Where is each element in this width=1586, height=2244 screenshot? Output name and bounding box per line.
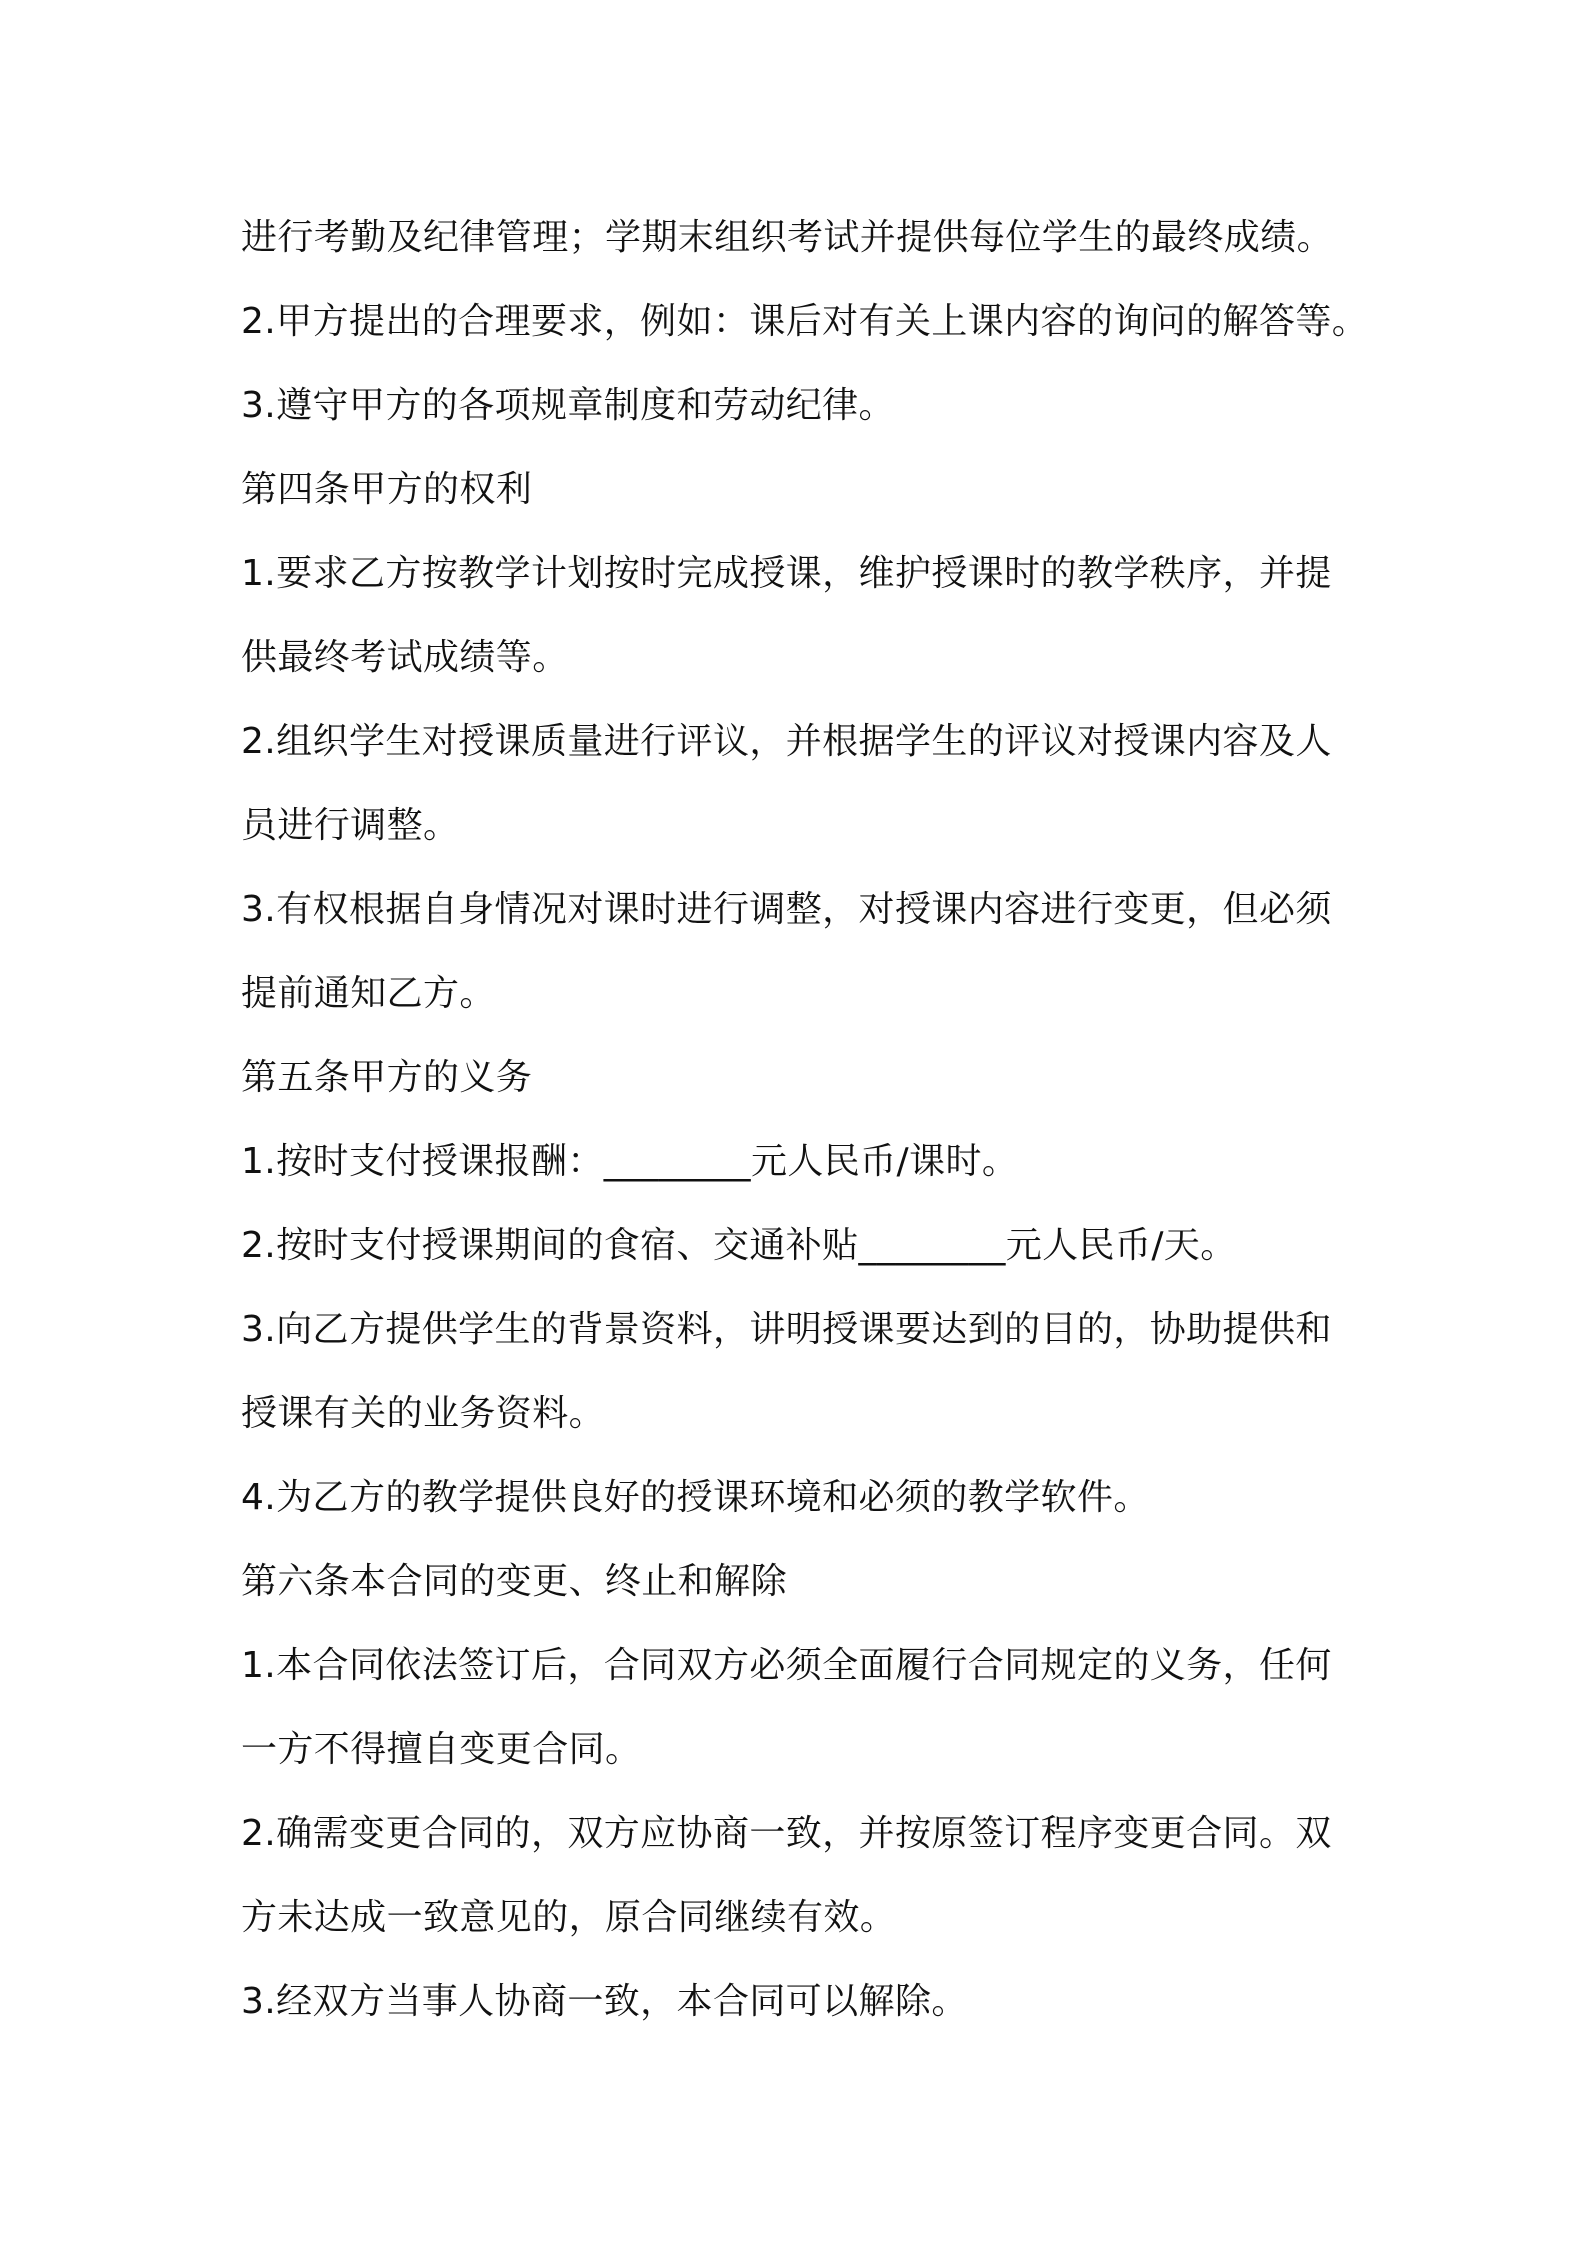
text-line: 2.按时支付授课期间的食宿、交通补贴________元人民币/天。 <box>241 1225 1237 1266</box>
text-line: 提前通知乙方。 <box>241 973 496 1014</box>
text-line: 1.要求乙方按教学计划按时完成授课，维护授课时的教学秩序，并提 <box>241 553 1332 594</box>
text-line: 3.向乙方提供学生的背景资料，讲明授课要达到的目的，协助提供和 <box>241 1309 1332 1350</box>
document-body <box>241 196 1369 2044</box>
text-line: 一方不得擅自变更合同。 <box>241 1729 642 1770</box>
text-line: 3.经双方当事人协商一致，本合同可以解除。 <box>241 1981 968 2022</box>
text-line: 供最终考试成绩等。 <box>241 637 569 678</box>
text-line: 授课有关的业务资料。 <box>241 1393 606 1434</box>
text-line: 员进行调整。 <box>241 805 460 846</box>
section-heading: 第五条甲方的义务 <box>241 1057 533 1098</box>
text-line: 1.按时支付授课报酬：________元人民币/课时。 <box>241 1141 1019 1182</box>
text-line: 2.组织学生对授课质量进行评议，并根据学生的评议对授课内容及人 <box>241 721 1332 762</box>
text-line: 3.遵守甲方的各项规章制度和劳动纪律。 <box>241 385 895 426</box>
text-line: 4.为乙方的教学提供良好的授课环境和必须的教学软件。 <box>241 1477 1150 1518</box>
text-line: 1.本合同依法签订后，合同双方必须全面履行合同规定的义务，任何 <box>241 1645 1332 1686</box>
text-line: 2.甲方提出的合理要求，例如：课后对有关上课内容的询问的解答等。 <box>241 301 1369 342</box>
section-heading: 第四条甲方的权利 <box>241 469 533 510</box>
section-heading: 第六条本合同的变更、终止和解除 <box>241 1561 788 1602</box>
text-line: 方未达成一致意见的，原合同继续有效。 <box>241 1897 897 1938</box>
text-line: 3.有权根据自身情况对课时进行调整，对授课内容进行变更，但必须 <box>241 889 1332 930</box>
text-line: 2.确需变更合同的，双方应协商一致，并按原签订程序变更合同。双 <box>241 1813 1332 1854</box>
text-line: 进行考勤及纪律管理；学期末组织考试并提供每位学生的最终成绩。 <box>241 217 1334 258</box>
